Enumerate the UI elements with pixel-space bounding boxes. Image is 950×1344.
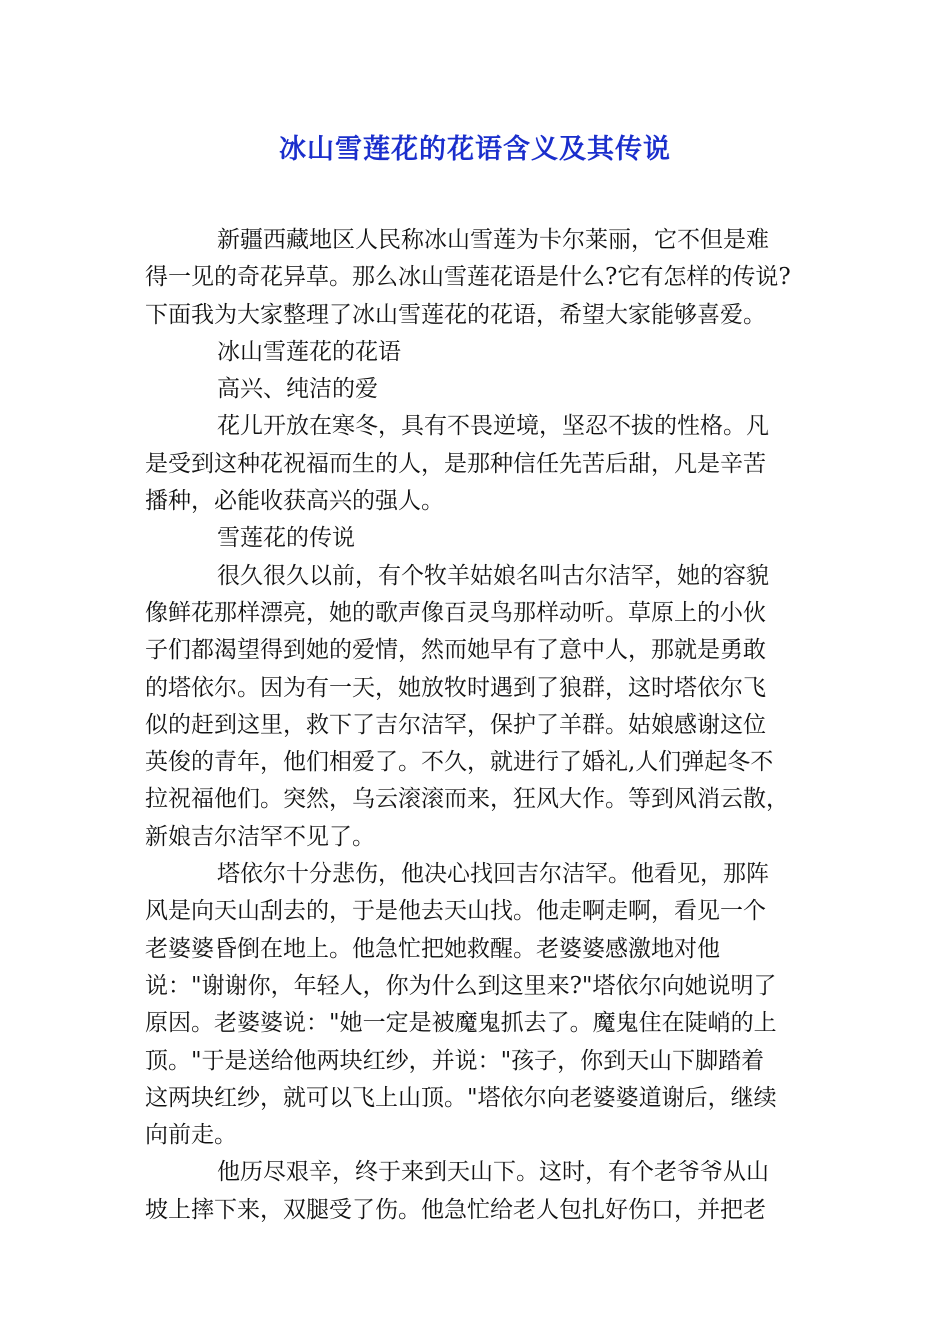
text-line: 像鲜花那样漂亮，她的歌声像百灵鸟那样动听。草原上的小伙 [145, 599, 766, 626]
text-line: 这两块红纱，就可以飞上山顶。"塔依尔向老婆婆道谢后，继续 [145, 1084, 777, 1111]
text-line: 拉祝福他们。突然，乌云滚滚而来，狂风大作。等到风消云散， [145, 786, 789, 813]
text-line: 是受到这种花祝福而生的人，是那种信任先苦后甜，凡是辛苦 [145, 450, 766, 477]
paragraph [145, 558, 805, 856]
text-line: 冰山雪莲花的花语 [217, 338, 401, 365]
paragraph [145, 1154, 805, 1229]
text-line: 的塔依尔。因为有一天，她放牧时遇到了狼群，这时塔依尔飞 [145, 674, 766, 701]
text-line: 高兴、纯洁的爱 [217, 376, 378, 403]
text-line: 坡上摔下来，双腿受了伤。他急忙给老人包扎好伤口，并把老 [145, 1196, 766, 1223]
text-line: 老婆婆昏倒在地上。他急忙把她救醒。老婆婆感激地对他 [145, 935, 720, 962]
flower-meaning [145, 371, 805, 408]
document-body [145, 222, 805, 1229]
section-heading [145, 334, 805, 371]
text-line: 他历尽艰辛，终于来到天山下。这时，有个老爷爷从山 [217, 1159, 769, 1186]
document-title: 冰山雪莲花的花语含义及其传说 [279, 134, 671, 165]
text-line: 下面我为大家整理了冰山雪莲花的花语，希望大家能够喜爱。 [145, 301, 766, 328]
text-line: 向前走。 [145, 1122, 237, 1149]
paragraph [145, 856, 805, 1154]
text-line: 说："谢谢你，年轻人，你为什么到这里来?"塔依尔向她说明了 [145, 972, 777, 999]
text-line: 原因。老婆婆说："她一定是被魔鬼抓去了。魔鬼住在陡峭的上 [145, 1010, 777, 1037]
paragraph [145, 222, 805, 334]
text-line: 花儿开放在寒冬，具有不畏逆境，坚忍不拔的性格。凡 [217, 413, 769, 440]
paragraph [145, 408, 805, 520]
section-heading [145, 520, 805, 557]
text-line: 塔依尔十分悲伤，他决心找回吉尔洁罕。他看见，那阵 [217, 861, 769, 888]
text-line: 得一见的奇花异草。那么冰山雪莲花语是什么?它有怎样的传说? [145, 264, 791, 291]
text-line: 雪莲花的传说 [217, 525, 355, 552]
text-line: 播种，必能收获高兴的强人。 [145, 488, 444, 515]
text-line: 似的赶到这里，救下了吉尔洁罕，保护了羊群。姑娘感谢这位 [145, 711, 766, 738]
text-line: 风是向天山刮去的，于是他去天山找。他走啊走啊，看见一个 [145, 898, 766, 925]
text-line: 子们都渴望得到她的爱情，然而她早有了意中人，那就是勇敢 [145, 637, 766, 664]
text-line: 顶。"于是送给他两块红纱，并说："孩子，你到天山下脚踏着 [145, 1047, 765, 1074]
text-line: 新娘吉尔洁罕不见了。 [145, 823, 375, 850]
text-line: 很久很久以前，有个牧羊姑娘名叫古尔洁罕，她的容貌 [217, 562, 769, 589]
text-line: 英俊的青年，他们相爱了。不久，就进行了婚礼,人们弹起冬不 [145, 749, 774, 776]
text-line: 新疆西藏地区人民称冰山雪莲为卡尔莱丽，它不但是难 [217, 227, 769, 253]
